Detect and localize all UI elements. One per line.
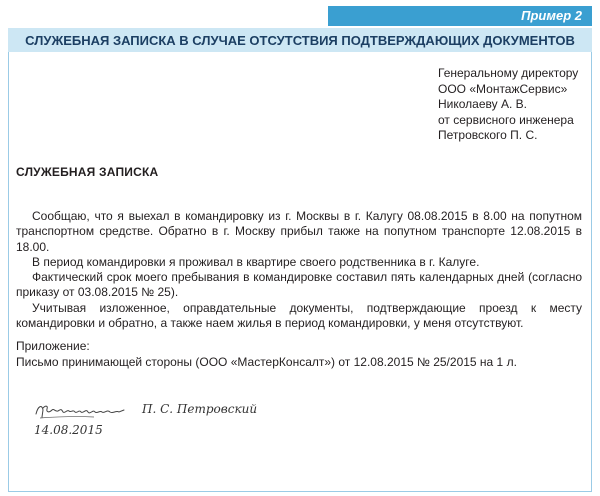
body-paragraph: Сообщаю, что я выехал в командировку из г. Москвы в г. Калугу 08.08.2015 в 8.00 на попутном транспортном средстве. Обратно в г. Москву прибыл также на попутном транспорте 12.08.2015 в 18.00. [16, 209, 582, 254]
memo-heading: СЛУЖЕБНАЯ ЗАПИСКА [16, 165, 159, 179]
example-tab: Пример 2 [328, 6, 592, 26]
addressee-line: Петровского П. С. [438, 128, 538, 142]
attachment-block [16, 339, 582, 370]
signature-date: 14.08.2015 [34, 423, 103, 437]
body-paragraph: Учитывая изложенное, оправдательные документы, подтверждающие проезд к месту командировки и обратно, а также наем жилья в период командировки, у меня отсутствуют. [16, 300, 582, 331]
document-title: СЛУЖЕБНАЯ ЗАПИСКА В СЛУЧАЕ ОТСУТСТВИЯ ПОДТВЕРЖДАЮЩИХ ДОКУМЕНТОВ [25, 32, 575, 48]
addressee-line: Генеральному директору [438, 66, 579, 80]
attachment-label: Приложение: [16, 339, 90, 353]
body-paragraph: В период командировки я проживал в квартире своего родственника в г. Калуге. [32, 254, 480, 269]
memo-body [16, 209, 582, 331]
handwritten-signature [34, 400, 128, 422]
addressee-block [438, 66, 578, 144]
attachment-text: Письмо принимающей стороны (ООО «МастерКонсалт») от 12.08.2015 № 25/2015 на 1 л. [16, 354, 517, 369]
document-title-bar [8, 28, 592, 52]
addressee-line: Николаеву А. В. [438, 97, 527, 111]
addressee-line: от сервисного инженера [438, 112, 574, 127]
body-paragraph: Фактический срок моего пребывания в командировке составил пять календарных дней (согласно приказу от 03.08.2015 № 25). [16, 270, 582, 300]
addressee-line: ООО «МонтажСервис» [438, 81, 568, 96]
signatory-name: П. С. Петровский [142, 402, 258, 416]
